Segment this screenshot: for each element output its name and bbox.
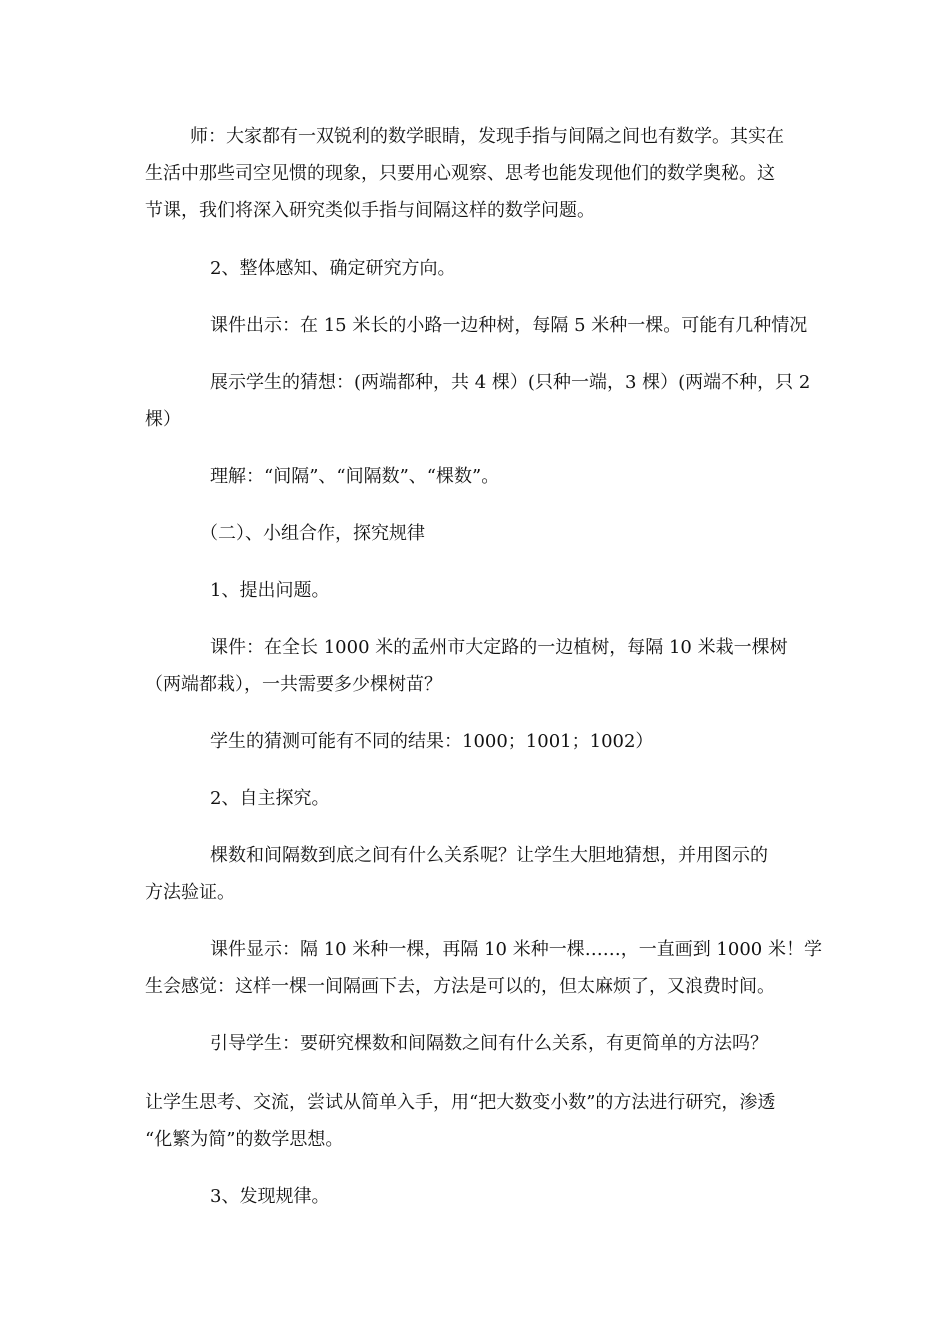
paragraph-relationship: [145, 837, 810, 911]
section-heading-overall: [145, 250, 810, 287]
text-line: 棵）: [145, 409, 181, 430]
paragraph-guide-students: [145, 1025, 810, 1062]
text-line: 学生的猜测可能有不同的结果：1000；1001；1002）: [210, 731, 654, 752]
paragraph-think-exchange: [145, 1084, 810, 1158]
text-line: 节课，我们将深入研究类似手指与间隔这样的数学问题。: [145, 200, 595, 221]
paragraph-guess-results: [145, 723, 810, 760]
paragraph-understanding: [145, 458, 810, 495]
paragraph-teacher-intro: [145, 118, 810, 229]
paragraph-courseware-display: [145, 931, 822, 1005]
text-line: 2、整体感知、确定研究方向。: [210, 258, 456, 279]
section-heading-group-work: [145, 515, 810, 552]
text-line: 课件出示：在 15 米长的小路一边种树，每隔 5 米种一棵。可能有几种情况: [210, 315, 808, 336]
paragraph-courseware-show: [145, 307, 810, 344]
text-line: 理解：“间隔”、“间隔数”、“棵数”。: [210, 466, 500, 487]
text-line: 师：大家都有一双锐利的数学眼睛，发现手指与间隔之间也有数学。其实在: [190, 126, 784, 147]
text-line: 方法验证。: [145, 882, 235, 903]
text-line: 1、提出问题。: [210, 580, 330, 601]
text-line: 课件：在全长 1000 米的孟州市大定路的一边植树，每隔 10 米栽一棵树: [210, 637, 788, 658]
text-line: 课件显示：隔 10 米种一棵，再隔 10 米种一棵……，一直画到 1000 米！学: [210, 939, 822, 960]
text-line: 2、自主探究。: [210, 788, 330, 809]
text-line: “化繁为简”的数学思想。: [145, 1129, 344, 1150]
paragraph-student-guesses: [145, 364, 810, 438]
text-line: 让学生思考、交流，尝试从简单入手，用“把大数变小数”的方法进行研究，渗透: [145, 1092, 776, 1113]
subheading-raise-question: [145, 572, 810, 609]
subheading-find-rule: [145, 1178, 810, 1215]
text-line: 展示学生的猜想：(两端都种，共 4 棵）(只种一端，3 棵）(两端不种，只 2: [210, 372, 811, 393]
text-line: 棵数和间隔数到底之间有什么关系呢？让学生大胆地猜想，并用图示的: [210, 845, 768, 866]
paragraph-courseware-problem: [145, 629, 810, 703]
text-line: 生活中那些司空见惯的现象，只要用心观察、思考也能发现他们的数学奥秘。这: [145, 163, 775, 184]
text-line: 3、发现规律。: [210, 1186, 330, 1207]
text-line: 引导学生：要研究棵数和间隔数之间有什么关系，有更简单的方法吗？: [210, 1033, 768, 1054]
text-line: （二）、小组合作，探究规律: [200, 523, 425, 544]
text-line: （两端都栽），一共需要多少棵树苗？: [145, 674, 442, 695]
text-line: 生会感觉：这样一棵一间隔画下去，方法是可以的，但太麻烦了，又浪费时间。: [145, 976, 775, 997]
subheading-self-explore: [145, 780, 810, 817]
